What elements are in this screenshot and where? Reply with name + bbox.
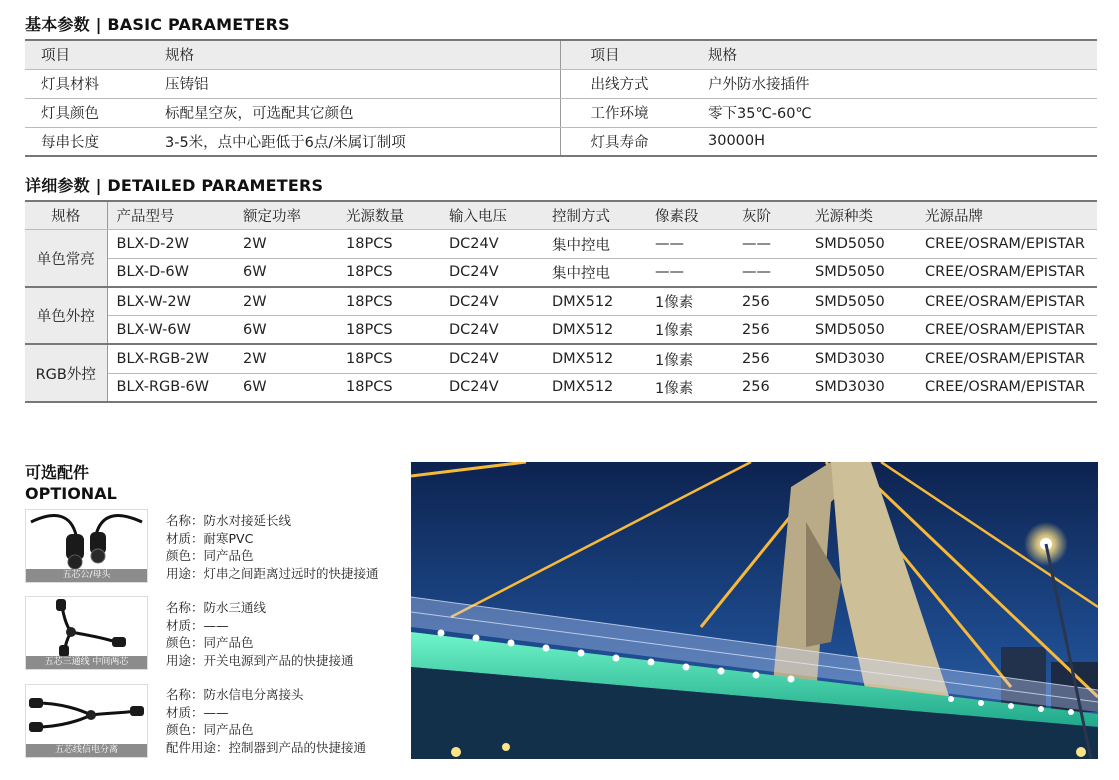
detail-cell: DC24V: [449, 316, 552, 345]
basic-cell: 标配星空灰，可选配其它颜色: [165, 98, 560, 127]
detail-cell: 256: [742, 316, 815, 345]
bridge-night-photo: [411, 462, 1098, 759]
detail-header-cell: 光源品牌: [925, 201, 1097, 230]
splitter-cable-icon: [26, 685, 147, 745]
detail-cell: 18PCS: [346, 287, 449, 316]
detail-cell: SMD5050: [815, 287, 925, 316]
detail-cell: 256: [742, 287, 815, 316]
accessory-caption: 五芯线信电分离: [26, 744, 147, 757]
detail-cell: 6W: [243, 316, 346, 345]
detail-cell: BLX-RGB-6W: [107, 373, 243, 402]
detail-cell: 18PCS: [346, 230, 449, 259]
bridge-illustration: [411, 462, 1098, 759]
basic-cell: 压铸铝: [165, 69, 560, 98]
detail-header-cell: 像素段: [655, 201, 742, 230]
detail-header-cell: 规格: [25, 201, 107, 230]
detail-group-cell: 单色常亮: [25, 230, 107, 287]
accessory-info-extension-cable: [166, 512, 379, 582]
accessory-line: 材质：——: [166, 617, 229, 633]
detail-cell: 2W: [243, 344, 346, 373]
accessory-caption: 五芯三通线 中间两芯: [26, 656, 147, 669]
detail-cell: DMX512: [552, 287, 655, 316]
accessory-image-splitter: [25, 684, 148, 758]
detail-cell: CREE/OSRAM/EPISTAR: [925, 344, 1097, 373]
detail-cell: ——: [655, 258, 742, 287]
detail-row: [25, 316, 1097, 345]
detail-row: [25, 230, 1097, 259]
basic-cell: 零下35℃-60℃: [708, 98, 1097, 127]
detail-cell: SMD5050: [815, 230, 925, 259]
basic-cell: 灯具寿命: [560, 127, 708, 156]
detail-header-cell: 产品型号: [107, 201, 243, 230]
accessory-caption: 五芯公/母头: [26, 569, 147, 582]
accessory-line: 用途：灯串之间距离过远时的快捷接通: [166, 565, 379, 581]
basic-parameters-table: [25, 39, 1097, 157]
detailed-parameters-table: [25, 200, 1097, 403]
connector-cable-icon: [26, 510, 147, 570]
basic-header-cell: 项目: [25, 40, 165, 69]
basic-cell: 灯具材料: [25, 69, 165, 98]
tee-cable-icon: [26, 597, 147, 657]
detail-cell: BLX-W-2W: [107, 287, 243, 316]
detail-cell: 2W: [243, 287, 346, 316]
basic-cell: 灯具颜色: [25, 98, 165, 127]
accessory-line: 材质：——: [166, 704, 229, 720]
accessory-info-tee-cable: [166, 599, 354, 669]
detail-cell: ——: [742, 230, 815, 259]
detail-cell: 256: [742, 373, 815, 402]
detail-row: [25, 373, 1097, 402]
detail-cell: SMD3030: [815, 373, 925, 402]
detail-cell: DC24V: [449, 373, 552, 402]
detail-cell: 256: [742, 344, 815, 373]
detail-cell: CREE/OSRAM/EPISTAR: [925, 316, 1097, 345]
optional-title-en: OPTIONAL: [25, 484, 117, 503]
detail-cell: 6W: [243, 258, 346, 287]
detail-cell: BLX-RGB-2W: [107, 344, 243, 373]
detail-cell: DMX512: [552, 344, 655, 373]
detail-header-cell: 控制方式: [552, 201, 655, 230]
detail-header-cell: 光源数量: [346, 201, 449, 230]
basic-cell: 出线方式: [560, 69, 708, 98]
basic-header-row: [25, 40, 1097, 69]
basic-row: [25, 127, 1097, 156]
detail-cell: DMX512: [552, 373, 655, 402]
detail-cell: CREE/OSRAM/EPISTAR: [925, 373, 1097, 402]
accessory-line: 用途：开关电源到产品的快捷接通: [166, 652, 354, 668]
detail-header-row: [25, 201, 1097, 230]
detail-cell: DMX512: [552, 316, 655, 345]
optional-title: [25, 462, 117, 504]
accessory-line: 名称：防水对接延长线: [166, 513, 292, 528]
detail-header-cell: 灰阶: [742, 201, 815, 230]
detail-cell: CREE/OSRAM/EPISTAR: [925, 258, 1097, 287]
detail-cell: SMD5050: [815, 258, 925, 287]
detail-cell: CREE/OSRAM/EPISTAR: [925, 230, 1097, 259]
detail-cell: SMD3030: [815, 344, 925, 373]
detail-group-cell: 单色外控: [25, 287, 107, 344]
accessory-line: 配件用途：控制器到产品的快捷接通: [166, 739, 367, 755]
basic-section-title: 基本参数 | BASIC PARAMETERS: [25, 15, 290, 34]
detail-cell: 18PCS: [346, 344, 449, 373]
accessory-line: 颜色：同产品色: [166, 635, 254, 650]
detail-cell: 1像素: [655, 316, 742, 345]
detail-cell: 1像素: [655, 344, 742, 373]
detail-cell: ——: [742, 258, 815, 287]
detail-cell: BLX-D-2W: [107, 230, 243, 259]
basic-cell: 每串长度: [25, 127, 165, 156]
accessory-line: 颜色：同产品色: [166, 722, 254, 737]
detail-cell: DC24V: [449, 258, 552, 287]
detail-cell: 集中控电: [552, 230, 655, 259]
optional-title-cn: 可选配件: [25, 463, 90, 482]
detail-header-cell: 输入电压: [449, 201, 552, 230]
detail-cell: 18PCS: [346, 316, 449, 345]
basic-cell: 工作环境: [560, 98, 708, 127]
detail-cell: 1像素: [655, 373, 742, 402]
detail-cell: 18PCS: [346, 373, 449, 402]
basic-header-cell: 规格: [165, 40, 560, 69]
detail-group-cell: RGB外控: [25, 344, 107, 401]
detail-cell: DC24V: [449, 287, 552, 316]
detail-cell: 1像素: [655, 287, 742, 316]
detail-header-cell: 额定功率: [243, 201, 346, 230]
detail-cell: BLX-D-6W: [107, 258, 243, 287]
basic-cell: 3-5米，点中心距低于6点/米属订制项: [165, 127, 560, 156]
detail-cell: 6W: [243, 373, 346, 402]
detail-row: [25, 258, 1097, 287]
accessory-line: 名称：防水三通线: [166, 600, 267, 615]
detail-cell: 2W: [243, 230, 346, 259]
detail-cell: ——: [655, 230, 742, 259]
accessory-line: 名称：防水信电分离接头: [166, 687, 304, 702]
detail-cell: 18PCS: [346, 258, 449, 287]
detail-cell: CREE/OSRAM/EPISTAR: [925, 287, 1097, 316]
detail-row: [25, 344, 1097, 373]
detail-cell: BLX-W-6W: [107, 316, 243, 345]
detail-header-cell: 光源种类: [815, 201, 925, 230]
accessory-line: 颜色：同产品色: [166, 548, 254, 563]
accessory-line: 材质：耐寒PVC: [166, 530, 254, 546]
detail-cell: 集中控电: [552, 258, 655, 287]
detail-cell: DC24V: [449, 230, 552, 259]
basic-cell: 30000H: [708, 127, 1097, 156]
detail-cell: SMD5050: [815, 316, 925, 345]
basic-row: [25, 69, 1097, 98]
detail-cell: DC24V: [449, 344, 552, 373]
basic-row: [25, 98, 1097, 127]
detail-section-title: 详细参数 | DETAILED PARAMETERS: [25, 176, 324, 195]
accessory-image-tee-cable: [25, 596, 148, 670]
basic-cell: 户外防水接插件: [708, 69, 1097, 98]
detail-body: [25, 230, 1097, 402]
detail-row: [25, 287, 1097, 316]
accessory-image-extension-cable: [25, 509, 148, 583]
basic-header-cell: 规格: [708, 40, 1097, 69]
accessory-info-splitter: [166, 686, 366, 756]
basic-header-cell: 项目: [560, 40, 708, 69]
